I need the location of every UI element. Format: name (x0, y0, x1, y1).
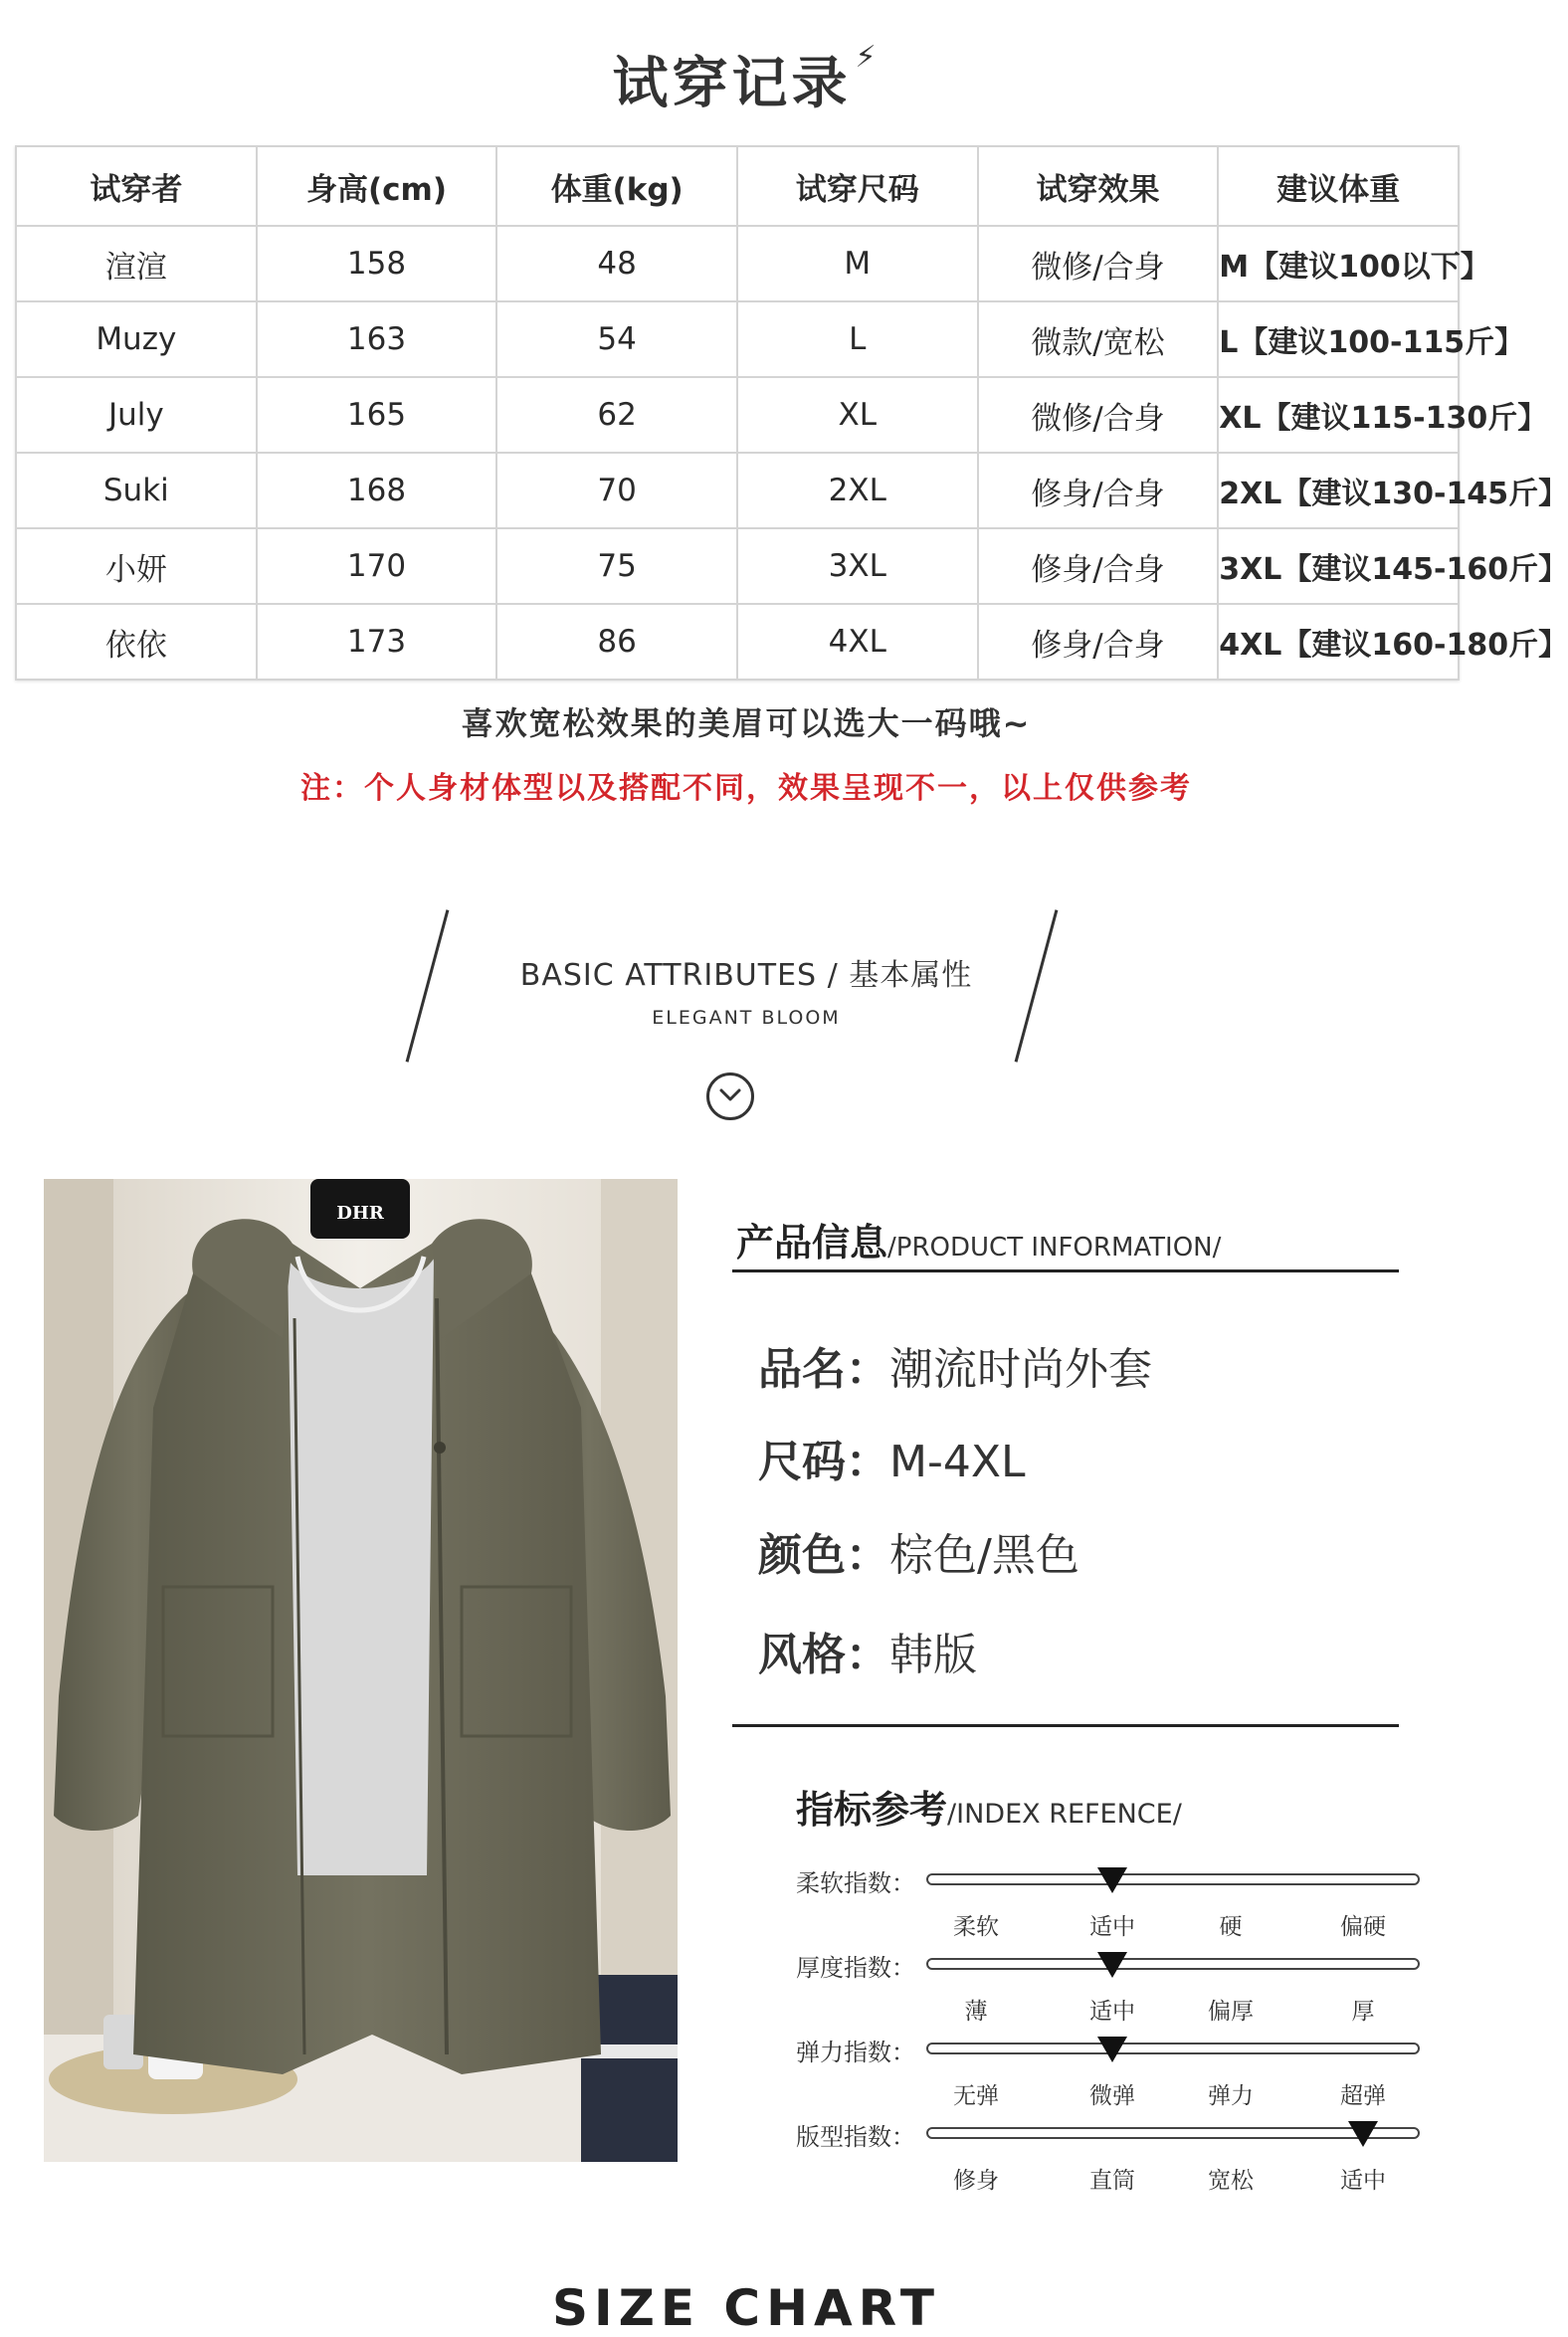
cell-tester: Muzy (16, 301, 257, 377)
cell-effect: 微修/合身 (978, 377, 1219, 453)
product-info-header-cn: 产品信息 (736, 1221, 888, 1265)
cell-effect: 微款/宽松 (978, 301, 1219, 377)
header-weight: 体重(kg) (496, 146, 737, 226)
product-info-header (736, 1212, 1221, 1266)
cell-size: XL (737, 377, 978, 453)
cell-suggest: 4XL【建议160-180斤】 (1218, 604, 1459, 680)
index-option: 无弹 (953, 2083, 999, 2109)
info-value: 棕色/黑色 (889, 1530, 1079, 1581)
cell-weight: 86 (496, 604, 737, 680)
header-height: 身高(cm) (257, 146, 497, 226)
cell-suggest: 3XL【建议145-160斤】 (1218, 528, 1459, 604)
cell-tester: 依依 (16, 604, 257, 680)
cell-tester: Suki (16, 453, 257, 528)
index-bar (926, 1873, 1420, 1885)
cell-suggest: L【建议100-115斤】 (1218, 301, 1459, 377)
info-key: 风格： (758, 1630, 889, 1680)
index-label: 柔软指数： (796, 1869, 915, 1897)
info-key: 颜色： (758, 1530, 889, 1581)
index-option: 偏厚 (1208, 1999, 1254, 2025)
index-option: 薄 (964, 1999, 988, 2025)
product-photo (44, 1179, 678, 2162)
info-key: 品名： (758, 1344, 889, 1395)
hanger-brand: DHR (336, 1203, 384, 1224)
index-option: 直筒 (1089, 2168, 1135, 2194)
divider-bottom (732, 1724, 1399, 1727)
table-row (16, 301, 1459, 377)
index-option: 适中 (1340, 2168, 1386, 2194)
index-option: 适中 (1089, 1999, 1135, 2025)
cell-tester: 渲渲 (16, 226, 257, 301)
index-label: 版型指数： (796, 2123, 915, 2151)
tryon-table (15, 145, 1568, 681)
header-effect: 试穿效果 (978, 146, 1219, 226)
cell-height: 163 (257, 301, 497, 377)
index-marker-icon (1097, 1952, 1127, 1978)
info-style (758, 1619, 977, 1682)
index-bar (926, 2127, 1420, 2139)
index-option: 适中 (1089, 1914, 1135, 1940)
cell-weight: 54 (496, 301, 737, 377)
coat-illustration (44, 1179, 678, 2162)
index-header-cn: 指标参考 (796, 1788, 948, 1832)
index-option: 厚 (1351, 1999, 1375, 2025)
index-option: 偏硬 (1340, 1914, 1386, 1940)
index-header-en: /INDEX REFENCE/ (947, 1799, 1182, 1830)
cell-height: 165 (257, 377, 497, 453)
cell-size: M (737, 226, 978, 301)
cell-height: 170 (257, 528, 497, 604)
info-value: M-4XL (889, 1437, 1026, 1487)
cell-effect: 修身/合身 (978, 453, 1219, 528)
divider-top (732, 1269, 1399, 1272)
cell-height: 158 (257, 226, 497, 301)
info-value: 韩版 (889, 1630, 977, 1680)
index-marker-icon (1348, 2121, 1378, 2147)
index-option: 弹力 (1208, 2083, 1254, 2109)
index-label: 弹力指数： (796, 2039, 915, 2066)
cell-size: 2XL (737, 453, 978, 528)
table-row (16, 528, 1459, 604)
index-marker-icon (1097, 2037, 1127, 2062)
cell-size: 4XL (737, 604, 978, 680)
info-name (758, 1333, 1152, 1397)
table-row (16, 377, 1459, 453)
cell-height: 173 (257, 604, 497, 680)
cell-suggest: XL【建议115-130斤】 (1218, 377, 1459, 453)
size-chart-heading: SIZE CHART (551, 2279, 941, 2337)
cell-effect: 微修/合身 (978, 226, 1219, 301)
table-row (16, 604, 1459, 680)
table-row (16, 453, 1459, 528)
cell-suggest: M【建议100以下】 (1218, 226, 1459, 301)
index-header (796, 1779, 1182, 1834)
index-option: 宽松 (1208, 2168, 1254, 2194)
product-info-header-en: /PRODUCT INFORMATION/ (887, 1233, 1222, 1263)
cell-effect: 修身/合身 (978, 528, 1219, 604)
cell-suggest: 2XL【建议130-145斤】 (1218, 453, 1459, 528)
header-suggest: 建议体重 (1218, 146, 1459, 226)
index-bar (926, 1958, 1420, 1970)
info-color (758, 1519, 1079, 1583)
size-tip: 喜欢宽松效果的美眉可以选大一码哦~ (461, 704, 1032, 742)
attributes-subtitle: ELEGANT BLOOM (652, 1007, 841, 1029)
info-value: 潮流时尚外套 (889, 1344, 1152, 1395)
info-key: 尺码： (758, 1437, 889, 1487)
cell-tester: July (16, 377, 257, 453)
cell-size: L (737, 301, 978, 377)
index-option: 修身 (953, 2168, 999, 2194)
index-bar (926, 2043, 1420, 2054)
cell-weight: 62 (496, 377, 737, 453)
index-marker-icon (1097, 1867, 1127, 1893)
page-title: 试穿记录 ⚡ (612, 40, 881, 116)
index-option: 微弹 (1089, 2083, 1135, 2109)
table-header-row (16, 146, 1459, 226)
cell-height: 168 (257, 453, 497, 528)
index-option: 硬 (1219, 1914, 1243, 1940)
disclaimer-note: 注：个人身材体型以及搭配不同，效果呈现不一，以上仅供参考 (300, 771, 1192, 806)
index-label: 厚度指数： (796, 1954, 915, 1982)
chevron-down-icon (706, 1072, 754, 1120)
cell-tester: 小妍 (16, 528, 257, 604)
index-option: 超弹 (1340, 2083, 1386, 2109)
table-row (16, 226, 1459, 301)
cell-effect: 修身/合身 (978, 604, 1219, 680)
attributes-title: BASIC ATTRIBUTES / 基本属性 (519, 958, 973, 993)
index-option: 柔软 (953, 1914, 999, 1940)
header-tester: 试穿者 (16, 146, 257, 226)
cell-weight: 70 (496, 453, 737, 528)
cell-weight: 48 (496, 226, 737, 301)
cell-size: 3XL (737, 528, 978, 604)
info-size (758, 1426, 1026, 1489)
cell-weight: 75 (496, 528, 737, 604)
header-size: 试穿尺码 (737, 146, 978, 226)
title-mark: ⚡ (855, 40, 881, 75)
